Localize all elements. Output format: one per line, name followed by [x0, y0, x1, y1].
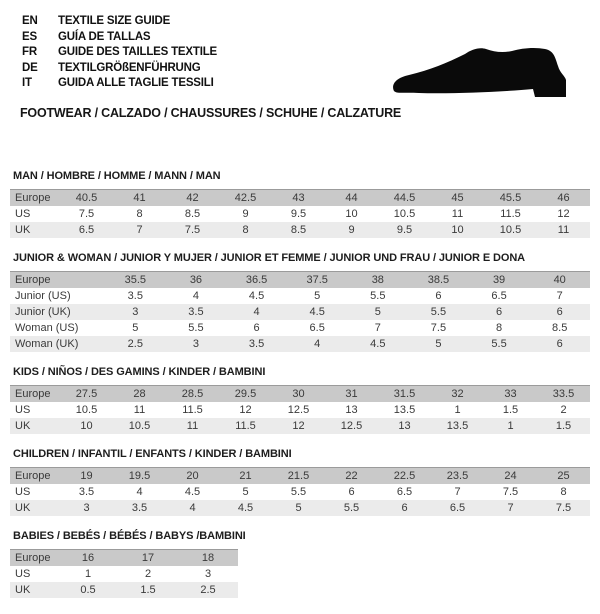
size-cell: 1: [84, 567, 92, 580]
size-cell: 12.5: [340, 419, 363, 432]
size-cell: 4.5: [370, 337, 386, 350]
size-cell: 9.5: [290, 207, 307, 220]
size-cell: 10.5: [499, 223, 522, 236]
size-cell: 35.5: [124, 273, 147, 286]
row-label: Woman (UK): [15, 337, 79, 350]
size-cell: 31.5: [393, 387, 416, 400]
size-cell: 7: [374, 321, 381, 334]
size-cell: 8.5: [184, 207, 201, 220]
language-label: TEXTILE SIZE GUIDE: [58, 15, 171, 27]
size-cell: 11: [451, 207, 464, 220]
size-cell: 46: [557, 191, 570, 204]
row-label: UK: [15, 419, 31, 432]
size-cell: 39: [492, 273, 506, 286]
size-cell: 5: [242, 485, 249, 498]
table-row: [10, 484, 590, 500]
size-cell: 9: [348, 223, 355, 236]
size-cell: 12: [239, 403, 252, 416]
size-cell: 6: [556, 337, 563, 350]
size-cell: 6.5: [78, 223, 95, 236]
size-cell: 36.5: [245, 273, 268, 286]
size-cell: 13.5: [446, 419, 469, 432]
size-cell: 40: [553, 273, 566, 286]
size-cell: 10.5: [75, 403, 98, 416]
size-cell: 33: [504, 387, 517, 400]
size-cell: 44: [345, 191, 358, 204]
size-cell: 1: [507, 419, 514, 432]
size-cell: 5.5: [343, 501, 360, 514]
language-code: DE: [22, 61, 38, 74]
size-cell: 33.5: [552, 387, 575, 400]
row-label: Junior (US): [15, 289, 71, 302]
table-row: [10, 418, 590, 434]
size-cell: 7: [556, 289, 563, 302]
size-section-title: MAN / HOMBRE / HOMME / MANN / MAN: [13, 169, 221, 182]
size-cell: 3: [204, 567, 212, 580]
size-cell: 22.5: [393, 469, 416, 482]
size-cell: 4: [136, 485, 143, 498]
size-cell: 4.5: [237, 501, 254, 514]
size-cell: 17: [141, 551, 155, 564]
size-cell: 7.5: [430, 321, 447, 334]
size-cell: 8: [560, 485, 567, 498]
size-cell: 16: [81, 551, 95, 564]
row-label: Europe: [15, 387, 51, 400]
size-cell: 45: [451, 191, 464, 204]
size-cell: 1: [454, 403, 461, 416]
size-cell: 2.5: [200, 583, 216, 596]
size-cell: 4: [189, 501, 196, 514]
size-cell: 2: [560, 403, 567, 416]
size-cell: 29.5: [234, 387, 257, 400]
size-cell: 7: [454, 485, 461, 498]
size-cell: 40.5: [75, 191, 98, 204]
size-cell: 10: [451, 223, 464, 236]
size-cell: 0.5: [80, 583, 96, 596]
size-cell: 3.5: [131, 501, 148, 514]
size-cell: 3.5: [188, 305, 204, 318]
size-section-man: [10, 170, 590, 238]
size-section-children: [10, 448, 590, 516]
size-cell: 12: [557, 207, 570, 220]
size-cell: 3: [83, 501, 90, 514]
size-cell: 4.5: [309, 305, 325, 318]
size-cell: 44.5: [393, 191, 416, 204]
table-row: [10, 320, 590, 336]
row-label: UK: [15, 501, 31, 514]
row-label: US: [15, 567, 31, 580]
table-row: [10, 271, 590, 288]
size-cell: 13.5: [393, 403, 416, 416]
table-row: [10, 304, 590, 320]
category-line: FOOTWEAR / CALZADO / CHAUSSURES / SCHUHE / CALZATURE: [20, 105, 402, 120]
size-cell: 5: [132, 321, 139, 334]
row-label: Europe: [15, 273, 51, 286]
size-cell: 5: [374, 305, 381, 318]
size-cell: 28: [133, 387, 146, 400]
size-cell: 6.5: [309, 321, 325, 334]
row-label: US: [15, 207, 31, 220]
size-cell: 30: [292, 387, 305, 400]
size-section-junior-woman: [10, 252, 590, 352]
row-label: US: [15, 403, 31, 416]
size-cell: 11.5: [235, 419, 256, 432]
language-label: TEXTILGRÖßENFÜHRUNG: [58, 61, 201, 74]
size-cell: 1.5: [555, 419, 572, 432]
language-row-en: [22, 14, 600, 30]
table-row: [10, 402, 590, 418]
size-table-junior-woman: [10, 271, 590, 352]
size-cell: 7.5: [78, 207, 95, 220]
size-cell: 8: [496, 321, 503, 334]
table-row: [10, 467, 590, 484]
table-row: [10, 336, 590, 352]
size-cell: 8: [136, 207, 143, 220]
size-cell: 5.5: [491, 337, 507, 350]
size-cell: 3.5: [127, 289, 143, 302]
size-section-title: BABIES / BEBÉS / BÉBÉS / BABYS /BAMBINI: [13, 529, 246, 542]
language-code: EN: [22, 15, 38, 27]
size-cell: 7: [136, 223, 143, 236]
size-cell: 12.5: [287, 403, 310, 416]
size-section-title: KIDS / NIÑOS / DES GAMINS / KINDER / BAMBINI: [13, 365, 266, 378]
table-row: [10, 500, 590, 516]
size-cell: 6.5: [449, 501, 466, 514]
table-row: [10, 566, 238, 582]
size-cell: 32: [451, 387, 464, 400]
size-cell: 10: [80, 419, 93, 432]
size-section-babies: [10, 530, 590, 598]
size-cell: 10: [345, 207, 358, 220]
size-cell: 18: [201, 551, 215, 564]
size-cell: 3.5: [78, 485, 95, 498]
size-cell: 5.5: [370, 289, 386, 302]
size-cell: 9.5: [396, 223, 413, 236]
size-cell: 3: [132, 305, 139, 318]
table-row: [10, 222, 590, 238]
size-cell: 41: [133, 191, 146, 204]
size-cell: 5: [314, 289, 321, 302]
size-cell: 11.5: [500, 207, 521, 220]
size-cell: 42: [186, 191, 199, 204]
language-code: FR: [22, 46, 37, 58]
row-label: UK: [15, 583, 31, 596]
size-cell: 4: [253, 305, 260, 318]
size-cell: 6: [496, 305, 503, 318]
size-cell: 5.5: [290, 485, 307, 498]
size-cell: 37.5: [306, 273, 328, 286]
row-label: Junior (UK): [15, 305, 71, 318]
size-cell: 8.5: [290, 223, 307, 236]
size-cell: 6.5: [491, 289, 507, 302]
size-cell: 2.5: [127, 337, 143, 350]
size-cell: 5.5: [188, 321, 204, 334]
table-row: [10, 549, 238, 566]
size-cell: 7.5: [502, 485, 519, 498]
size-cell: 20: [186, 469, 199, 482]
size-cell: 10.5: [393, 207, 416, 220]
size-cell: 1.5: [502, 403, 519, 416]
table-row: [10, 582, 238, 598]
size-cell: 3: [192, 337, 199, 350]
size-cell: 9: [242, 207, 249, 220]
guide-header: [0, 14, 600, 120]
size-cell: 24: [504, 469, 517, 482]
size-cell: 19.5: [128, 469, 151, 482]
size-cell: 6: [348, 485, 355, 498]
row-label: Europe: [15, 469, 51, 482]
language-code: ES: [22, 30, 37, 43]
size-cell: 36: [189, 273, 203, 286]
size-cell: 1.5: [140, 583, 156, 596]
row-label: Europe: [15, 191, 51, 204]
size-table-kids: [10, 385, 590, 434]
size-cell: 11: [186, 419, 199, 432]
size-cell: 6.5: [396, 485, 413, 498]
size-cell: 4.5: [248, 289, 265, 302]
size-cell: 7.5: [555, 501, 572, 514]
row-label: Europe: [15, 551, 51, 564]
row-label: UK: [15, 223, 31, 236]
size-table-man: [10, 189, 590, 238]
size-section-title: JUNIOR & WOMAN / JUNIOR Y MUJER / JUNIOR ET FEMME / JUNIOR UND FRAU / JUNIOR E DONA: [13, 251, 526, 264]
size-cell: 11: [557, 223, 570, 236]
row-label: US: [15, 485, 31, 498]
size-cell: 7.5: [184, 223, 201, 236]
size-cell: 12: [292, 419, 305, 432]
size-cell: 5.5: [430, 305, 447, 318]
size-cell: 28.5: [181, 387, 204, 400]
size-cell: 3.5: [248, 337, 265, 350]
tables-area: [10, 170, 590, 598]
size-cell: 8: [242, 223, 249, 236]
table-row: [10, 206, 590, 222]
shoe-icon: [392, 41, 572, 113]
size-table-children: [10, 467, 590, 516]
size-cell: 27.5: [75, 387, 98, 400]
table-row: [10, 385, 590, 402]
language-label: GUIDE DES TAILLES TEXTILE: [58, 46, 217, 58]
size-cell: 21.5: [287, 469, 310, 482]
size-cell: 6: [253, 321, 260, 334]
size-cell: 2: [144, 567, 152, 580]
size-cell: 22: [345, 469, 358, 482]
size-cell: 21: [239, 469, 252, 482]
size-cell: 6: [401, 501, 408, 514]
size-cell: 38.5: [427, 273, 450, 286]
size-cell: 25: [557, 469, 570, 482]
size-cell: 4: [314, 337, 321, 350]
table-row: [10, 189, 590, 206]
size-cell: 6: [556, 305, 563, 318]
size-cell: 38: [371, 273, 384, 286]
size-cell: 45.5: [499, 191, 522, 204]
size-cell: 4: [192, 289, 199, 302]
size-cell: 5: [295, 501, 302, 514]
size-cell: 43: [292, 191, 305, 204]
size-cell: 6: [435, 289, 442, 302]
size-cell: 42.5: [234, 191, 257, 204]
size-cell: 5: [435, 337, 442, 350]
size-cell: 23.5: [446, 469, 469, 482]
size-cell: 11.5: [182, 403, 203, 416]
language-label: GUÍA DE TALLAS: [58, 30, 151, 43]
size-cell: 10.5: [128, 419, 151, 432]
size-cell: 8.5: [552, 321, 568, 334]
table-row: [10, 288, 590, 304]
size-cell: 11: [133, 403, 146, 416]
language-code: IT: [22, 77, 32, 89]
size-section-kids: [10, 366, 590, 434]
size-cell: 4.5: [184, 485, 201, 498]
language-label: GUIDA ALLE TAGLIE TESSILI: [58, 77, 214, 89]
size-cell: 19: [80, 469, 93, 482]
size-section-title: CHILDREN / INFANTIL / ENFANTS / KINDER / BAMBINI: [13, 447, 292, 460]
row-label: Woman (US): [15, 321, 79, 334]
size-cell: 31: [345, 387, 358, 400]
size-table-babies: [10, 549, 238, 598]
size-cell: 7: [507, 501, 514, 514]
size-cell: 13: [345, 403, 358, 416]
size-cell: 13: [398, 419, 411, 432]
